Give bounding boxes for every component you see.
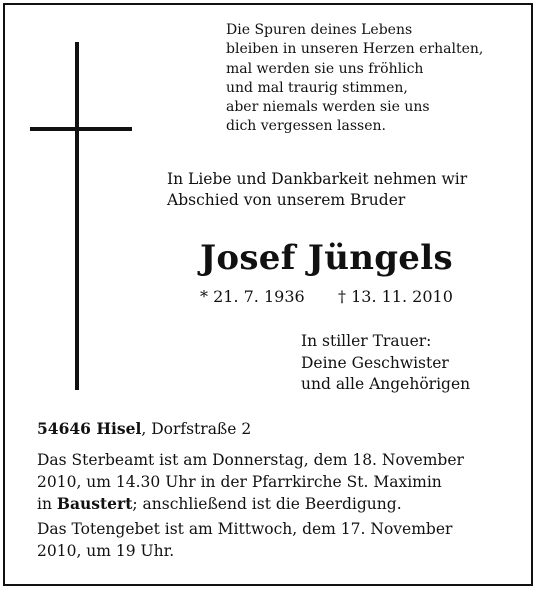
mourners-line: Deine Geschwister xyxy=(301,353,449,372)
mourners xyxy=(301,331,526,396)
mourners-line: In stiller Trauer: xyxy=(301,332,432,350)
death-date: † 13. 11. 2010 xyxy=(338,287,453,306)
intro-text xyxy=(167,169,527,211)
poem-line: dich vergessen lassen. xyxy=(226,118,386,135)
service-place: Baustert xyxy=(56,494,133,514)
prayer-line: Das Totengebet ist am Mittwoch, dem 17. November xyxy=(37,520,453,538)
address-street: , Dorfstraße 2 xyxy=(141,420,252,438)
poem-line: und mal traurig stimmen, xyxy=(226,79,408,96)
service-line xyxy=(37,493,517,516)
address xyxy=(37,418,517,440)
service-line: Das Sterbeamt ist am Donnerstag, dem 18. November xyxy=(37,451,464,469)
prayer-line: 2010, um 19 Uhr. xyxy=(37,541,175,560)
cross-icon xyxy=(75,42,79,390)
intro-line: In Liebe und Dankbarkeit nehmen wir xyxy=(167,170,468,188)
poem-line: bleiben in unseren Herzen erhalten, xyxy=(226,41,484,58)
prayer-text xyxy=(37,519,517,562)
service-line: 2010, um 14.30 Uhr in der Pfarrkirche St. Maximin xyxy=(37,472,442,491)
service-line3-suffix: ; anschließend ist die Beerdigung. xyxy=(132,495,402,514)
cross-icon-bar xyxy=(30,127,132,131)
intro-line: Abschied von unserem Bruder xyxy=(167,191,406,209)
service-line3-prefix: in xyxy=(37,495,57,514)
poem xyxy=(226,21,526,137)
poem-line: Die Spuren deines Lebens xyxy=(226,22,413,38)
mourners-line: und alle Angehörigen xyxy=(301,375,471,393)
birth-date: * 21. 7. 1936 xyxy=(200,287,305,306)
poem-line: aber niemals werden sie uns xyxy=(226,99,430,116)
funeral-service-text xyxy=(37,450,517,516)
poem-line: mal werden sie uns fröhlich xyxy=(226,60,424,77)
deceased-name: Josef Jüngels xyxy=(200,238,453,278)
address-postal-place: 54646 Hisel xyxy=(37,419,142,438)
